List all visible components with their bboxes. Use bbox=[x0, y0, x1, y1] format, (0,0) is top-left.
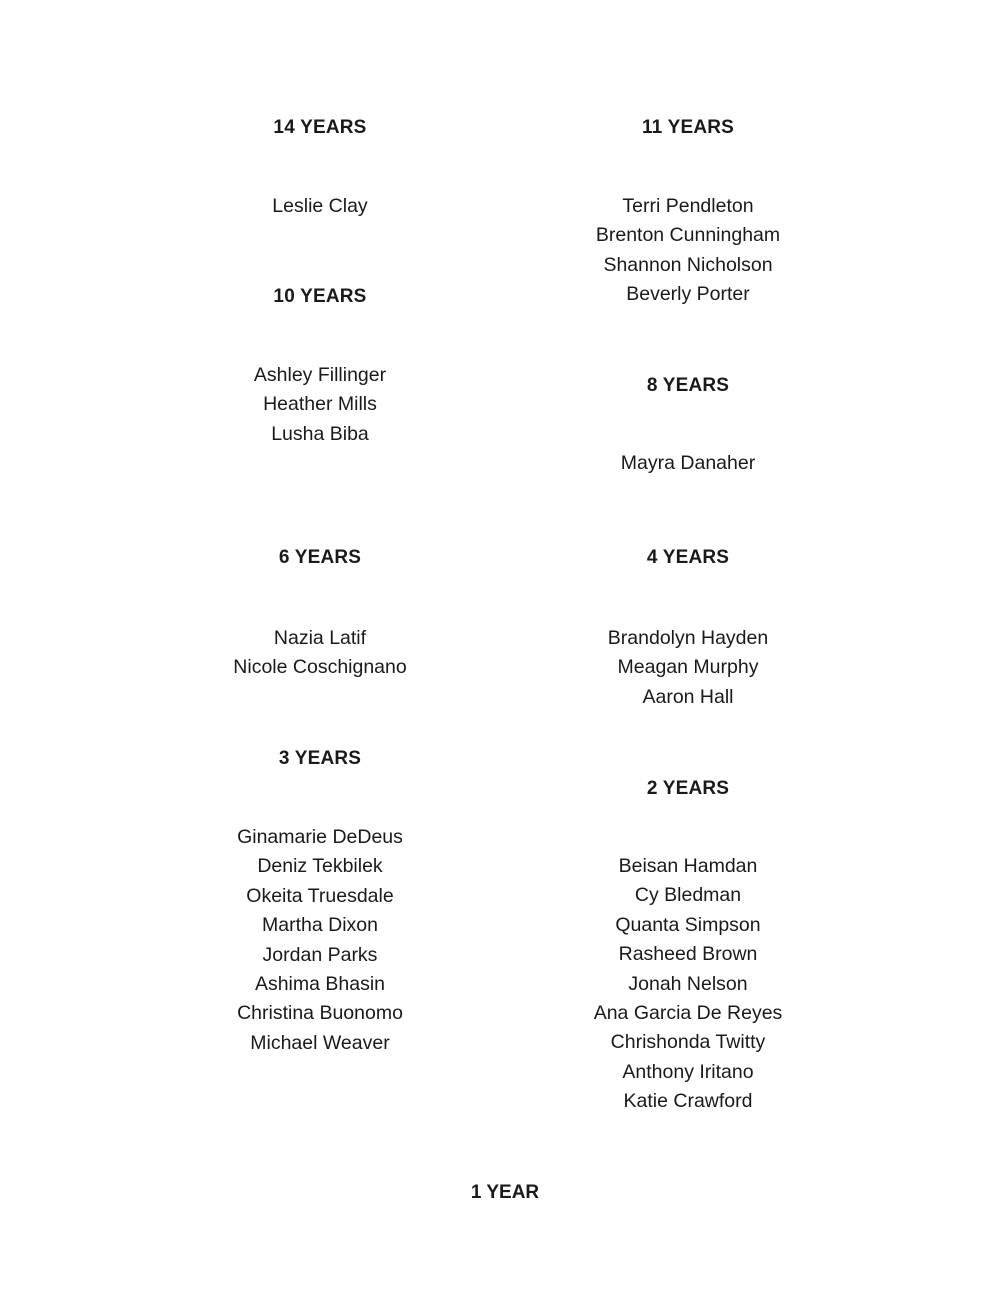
list-item: Quanta Simpson bbox=[615, 913, 761, 936]
names-11-years bbox=[528, 192, 848, 310]
list-item: Anthony Iritano bbox=[622, 1060, 754, 1083]
list-item: Christina Buonomo bbox=[237, 1002, 403, 1025]
list-item: Beisan Hamdan bbox=[618, 855, 758, 877]
list-item: Beverly Porter bbox=[626, 283, 750, 306]
heading-14-years: 14 YEARS bbox=[273, 117, 367, 138]
list-item: Ashima Bhasin bbox=[254, 972, 386, 995]
names-4-years bbox=[528, 624, 848, 712]
list-item: Ashley Fillinger bbox=[253, 364, 387, 386]
names-2-years bbox=[528, 852, 848, 1117]
heading-4-years: 4 YEARS bbox=[646, 547, 730, 568]
list-item: Leslie Clay bbox=[272, 195, 368, 217]
list-item: Rasheed Brown bbox=[618, 943, 758, 966]
heading-3-years: 3 YEARS bbox=[278, 748, 362, 769]
heading-2-years: 2 YEARS bbox=[646, 778, 730, 799]
list-item: Okeita Truesdale bbox=[246, 884, 394, 907]
list-item: Chrishonda Twitty bbox=[610, 1031, 766, 1054]
names-14-years bbox=[160, 192, 480, 221]
list-item: Jonah Nelson bbox=[628, 972, 748, 995]
list-item: Jordan Parks bbox=[262, 943, 378, 966]
list-item: Terri Pendleton bbox=[622, 195, 754, 217]
list-item: Katie Crawford bbox=[623, 1090, 753, 1113]
list-item: Nazia Latif bbox=[273, 627, 367, 649]
list-item: Aaron Hall bbox=[642, 685, 734, 708]
heading-1-year: 1 YEAR bbox=[470, 1182, 540, 1203]
list-item: Deniz Tekbilek bbox=[257, 855, 383, 878]
list-item: Brenton Cunningham bbox=[595, 224, 781, 247]
list-item: Nicole Coschignano bbox=[233, 656, 407, 679]
heading-6-years: 6 YEARS bbox=[278, 547, 362, 568]
list-item: Cy Bledman bbox=[634, 884, 742, 907]
list-item: Ana Garcia De Reyes bbox=[593, 1001, 783, 1024]
names-6-years bbox=[160, 624, 480, 683]
list-item: Heather Mills bbox=[263, 393, 377, 416]
list-item: Ginamarie DeDeus bbox=[237, 826, 403, 848]
names-8-years bbox=[528, 449, 848, 478]
heading-11-years: 11 YEARS bbox=[641, 117, 735, 138]
heading-10-years: 10 YEARS bbox=[273, 286, 367, 307]
names-10-years bbox=[160, 361, 480, 449]
heading-8-years: 8 YEARS bbox=[646, 375, 730, 396]
list-item: Michael Weaver bbox=[250, 1031, 390, 1054]
list-item: Martha Dixon bbox=[262, 914, 378, 937]
list-item: Mayra Danaher bbox=[620, 452, 756, 474]
list-item: Lusha Biba bbox=[271, 422, 369, 445]
list-item: Brandolyn Hayden bbox=[607, 627, 769, 649]
list-item: Meagan Murphy bbox=[617, 656, 759, 679]
names-3-years bbox=[160, 823, 480, 1058]
list-item: Shannon Nicholson bbox=[603, 253, 773, 276]
